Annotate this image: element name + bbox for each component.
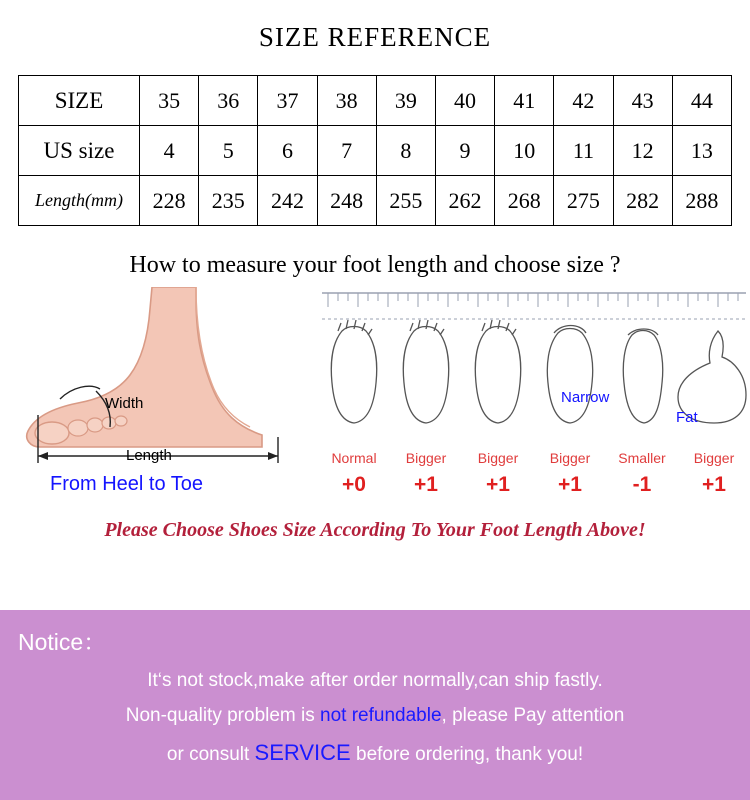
shape-name-1: Bigger bbox=[405, 450, 447, 466]
shape-name-4: Smaller bbox=[618, 450, 666, 466]
cell-len-7: 275 bbox=[554, 176, 613, 226]
shape-adjust-3: +1 bbox=[558, 473, 582, 496]
service-highlight: SERVICE bbox=[254, 740, 351, 765]
choose-size-note: Please Choose Shoes Size According To Your Foot Length Above! bbox=[104, 519, 646, 541]
foot-shape-names bbox=[318, 450, 750, 466]
shape-name-5: Bigger bbox=[693, 450, 735, 466]
cell-len-5: 262 bbox=[435, 176, 494, 226]
notice-title: Notice： bbox=[18, 629, 107, 655]
row-header-length-mm: Length(mm) bbox=[19, 176, 140, 226]
foot-shapes-illustration bbox=[318, 287, 750, 507]
cell-us-7: 11 bbox=[554, 126, 613, 176]
cell-us-1: 5 bbox=[199, 126, 258, 176]
notice-line-2 bbox=[0, 705, 750, 727]
cell-len-0: 228 bbox=[140, 176, 199, 226]
cell-size-40: 40 bbox=[435, 76, 494, 126]
notice-line-1: It‘s not stock,make after order normally,can ship fastly. bbox=[147, 670, 603, 691]
notice-line-3-part-a: or consult bbox=[166, 744, 255, 765]
table-row bbox=[19, 176, 732, 226]
length-label: Length bbox=[126, 447, 172, 464]
cell-size-37: 37 bbox=[258, 76, 317, 126]
cell-size-35: 35 bbox=[140, 76, 199, 126]
cell-us-8: 12 bbox=[613, 126, 672, 176]
foot-shape-adjustments bbox=[318, 473, 750, 497]
shape-adjust-0: +0 bbox=[342, 473, 366, 496]
cell-us-2: 6 bbox=[258, 126, 317, 176]
cell-size-42: 42 bbox=[554, 76, 613, 126]
row-header-us-size: US size bbox=[19, 126, 140, 176]
row-header-size: SIZE bbox=[19, 76, 140, 126]
cell-len-3: 248 bbox=[317, 176, 376, 226]
shape-adjust-5: +1 bbox=[702, 473, 726, 496]
cell-len-4: 255 bbox=[376, 176, 435, 226]
cell-us-5: 9 bbox=[435, 126, 494, 176]
shape-name-2: Bigger bbox=[477, 450, 519, 466]
notice-line-3-part-b: before ordering, thank you! bbox=[350, 744, 584, 765]
cell-size-38: 38 bbox=[317, 76, 376, 126]
cell-len-9: 288 bbox=[672, 176, 731, 226]
table-row bbox=[19, 76, 732, 126]
cell-us-3: 7 bbox=[317, 126, 376, 176]
cell-size-43: 43 bbox=[613, 76, 672, 126]
shape-adjust-1: +1 bbox=[414, 473, 438, 496]
cell-size-36: 36 bbox=[199, 76, 258, 126]
not-refundable-highlight: not refundable bbox=[320, 705, 442, 726]
heel-to-toe-caption: From Heel to Toe bbox=[50, 473, 204, 495]
cell-us-6: 10 bbox=[495, 126, 554, 176]
shape-name-3: Bigger bbox=[549, 450, 591, 466]
foot-side-illustration bbox=[0, 287, 310, 507]
shape-adjust-2: +1 bbox=[486, 473, 510, 496]
cell-us-9: 13 bbox=[672, 126, 731, 176]
fat-label: Fat bbox=[676, 409, 698, 426]
cell-size-41: 41 bbox=[495, 76, 554, 126]
cell-len-8: 282 bbox=[613, 176, 672, 226]
page-title: SIZE REFERENCE bbox=[258, 22, 492, 52]
illustration-area bbox=[0, 287, 750, 507]
notice-line-3 bbox=[0, 740, 750, 766]
cell-len-6: 268 bbox=[495, 176, 554, 226]
width-label: Width bbox=[105, 395, 144, 412]
table-row bbox=[19, 126, 732, 176]
size-reference-table bbox=[18, 75, 732, 226]
notice-line-2-part-b: , please Pay attention bbox=[441, 705, 625, 726]
cell-us-4: 8 bbox=[376, 126, 435, 176]
cell-len-2: 242 bbox=[258, 176, 317, 226]
notice-box bbox=[0, 610, 750, 800]
cell-len-1: 235 bbox=[199, 176, 258, 226]
notice-line-2-part-a: Non-quality problem is bbox=[125, 705, 321, 726]
narrow-label: Narrow bbox=[561, 389, 610, 406]
cell-size-44: 44 bbox=[672, 76, 731, 126]
cell-us-0: 4 bbox=[140, 126, 199, 176]
shape-adjust-4: -1 bbox=[632, 473, 652, 496]
cell-size-39: 39 bbox=[376, 76, 435, 126]
size-reference-table-wrap bbox=[18, 75, 732, 226]
measure-heading: How to measure your foot length and choose size ? bbox=[129, 252, 621, 278]
shape-name-0: Normal bbox=[331, 450, 377, 466]
